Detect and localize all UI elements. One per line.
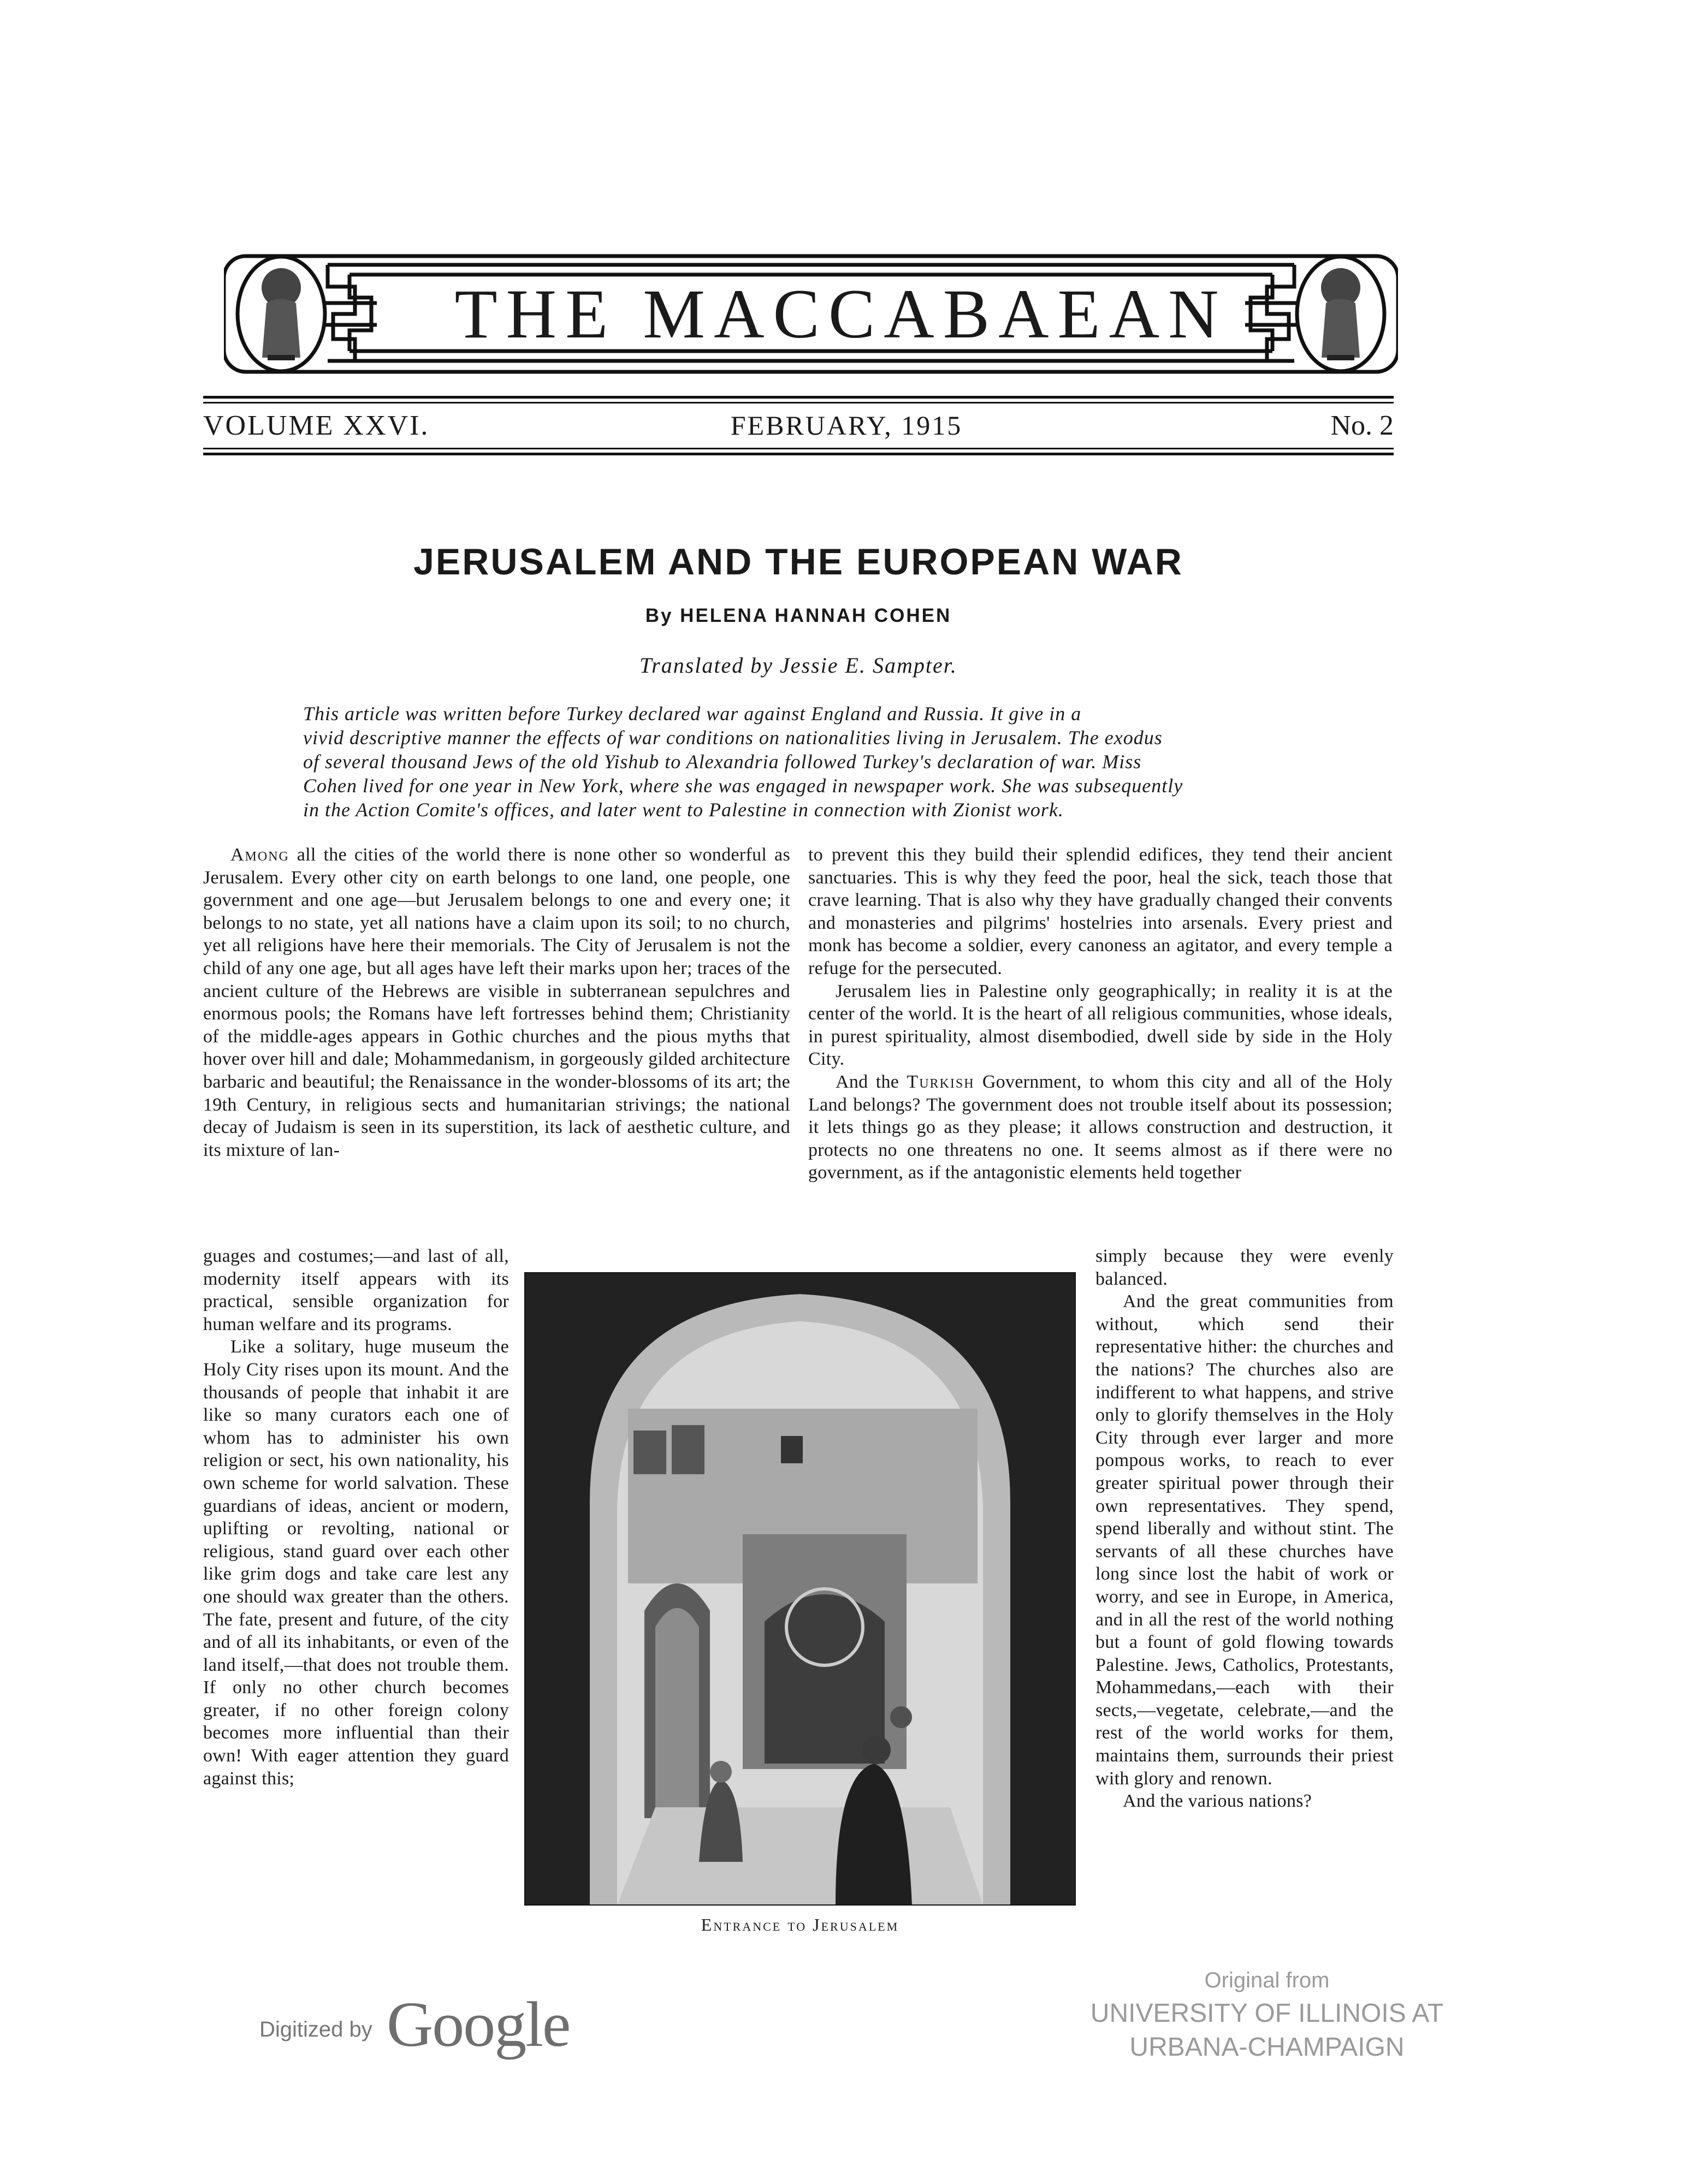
volume-label: VOLUME XXVI. bbox=[203, 410, 430, 441]
intro-line: in the Action Comite's offices, and later went to Palestine in connection with Zionist work. bbox=[303, 799, 1064, 821]
article-intro bbox=[303, 702, 1294, 822]
paragraph bbox=[203, 844, 790, 1161]
paragraph: Like a solitary, huge museum the Holy City rises upon its mount. And the thousands of people that inhabit it are like so many curators each one of whom has to administer his own religion or sect, his own nationality, his own scheme for world salvation. These guardians of ideas, ancient or modern, uplifting or revolting, national or religious, stand guard over each other like grim dogs and take care lest any one should wax greater than the others. The fate, present and future, of the city and of all its inhabitants, or even of the land itself,—that does not trouble them. If only no other church becomes greater, if no other foreign colony becomes more influential than their own! With eager attention they guard against this; bbox=[203, 1337, 509, 1789]
intro-line: This article was written before Turkey declared war against England and Russia. It give in a bbox=[303, 703, 1082, 725]
lead-word: Among bbox=[230, 845, 289, 865]
paragraph: Jerusalem lies in Palestine only geographically; in reality it is at the center of the world. It is the heart of all religious communities, whose ideals, in purest spirituality, almost disembodied, dwell side by side in the Holy City. bbox=[808, 981, 1393, 1070]
paragraph-text: Government, to whom this city and all of the Holy Land belongs? The government does not trouble itself about its possession; it lets things go as they please; it allows construction and destruction, it protects no one threatens no one. It seems almost as if there were no government, as if the antagonistic elements held together bbox=[808, 1071, 1393, 1183]
digitized-by-label: Digitized by bbox=[259, 2017, 372, 2041]
left-column-top bbox=[203, 844, 790, 1161]
lion-emblem-left-icon bbox=[238, 257, 325, 371]
paragraph bbox=[808, 1071, 1393, 1184]
masthead-title: THE MACCABAEAN bbox=[454, 275, 1228, 353]
institution-line: URBANA-CHAMPAIGN bbox=[1129, 2033, 1405, 2062]
lion-emblem-right-icon bbox=[1297, 257, 1384, 371]
original-from-label: Original from bbox=[1204, 1968, 1330, 1992]
article-translator: Translated by Jessie E. Sampter. bbox=[639, 653, 957, 678]
issue-date: FEBRUARY, 1915 bbox=[730, 410, 963, 441]
right-column-narrow bbox=[1095, 1245, 1394, 1813]
small-caps-word: Turkish bbox=[907, 1071, 975, 1092]
paragraph-text: And the bbox=[836, 1071, 899, 1092]
intro-line: vivid descriptive manner the effects of war conditions on nationalities living in Jerusalem. The exodus bbox=[303, 727, 1163, 749]
rule-top bbox=[203, 396, 1394, 399]
article-byline: By HELENA HANNAH COHEN bbox=[645, 605, 952, 626]
institution-line: UNIVERSITY OF ILLINOIS AT bbox=[1090, 1999, 1444, 2028]
paragraph: guages and costumes;—and last of all, modernity itself appears with its practical, sensible organization for human welfare and its programs. bbox=[203, 1246, 509, 1334]
entrance-photo bbox=[524, 1272, 1076, 1906]
photo-caption: Entrance to Jerusalem bbox=[701, 1915, 899, 1934]
intro-line: Cohen lived for one year in New York, where she was engaged in newspaper work. She was subsequently bbox=[303, 775, 1183, 797]
paragraph: And the various nations? bbox=[1123, 1791, 1312, 1812]
paragraph: simply because they were evenly balanced. bbox=[1095, 1246, 1394, 1289]
paragraph: And the great communities from without, which send their representative hither: the churches and the nations? The churches also are indifferent to what happens, and strive only to glorify themselves in the Holy City through ever larger and more pompous works, to reach to ever greater spiritual power through their own representatives. They spend, spend liberally and without stint. The servants of all these churches have long since lost the habit of work or worry, and see in Europe, in America, and in all the rest of the world nothing but a fount of gold flowing towards Palestine. Jews, Catholics, Protestants, Mohammedans,—each with their sects,—vegetate, celebrate,—and the rest of the world works for them, maintains them, surrounds their priest with glory and renown. bbox=[1095, 1291, 1394, 1789]
left-column-narrow bbox=[203, 1245, 509, 1790]
article-headline: JERUSALEM AND THE EUROPEAN WAR bbox=[413, 541, 1183, 583]
paragraph: to prevent this they build their splendid edifices, they tend their ancient sanctuaries. This is why they feed the poor, heal the sick, teach those that crave learning. That is also why they have gradually changed their convents and monasteries and pilgrims' hostelries into arsenals. Every priest and monk has become a soldier, every canoness an agitator, and every temple a refuge for the persecuted. bbox=[808, 845, 1393, 978]
rule-top-thin bbox=[203, 402, 1394, 403]
issue-number: No. 2 bbox=[1330, 410, 1394, 441]
paragraph-text: all the cities of the world there is none other so wonderful as Jerusalem. Every other city on earth belongs to one land, one people, one government and one age—but Jerusalem belongs to one and every one; it belongs to no state, yet all nations have a claim upon its soil; to no church, yet all religions have here their memorials. The City of Jerusalem is not the child of any one age, but all ages have left their marks upon her; traces of the ancient culture of the Hebrews are visible in subterranean sepulchres and enormous pools; the Romans have left fortresses behind them; Christianity of the middle-ages appears in Gothic churches and the pious myths that hover over hill and dale; Mohammedanism, in gorgeously gilded architecture barbaric and beautiful; the Renaissance in the wonder-blossoms of its art; the 19th Century, in religious sects and humanitarian strivings; the national decay of Judaism is seen in its superstition, its lack of aesthetic culture, and its mixture of lan- bbox=[203, 845, 790, 1160]
google-logo: Google bbox=[387, 1989, 570, 2060]
right-column-top bbox=[808, 844, 1393, 1184]
intro-line: of several thousand Jews of the old Yishub to Alexandria followed Turkey's declaration of war. Miss bbox=[303, 751, 1142, 773]
rule-bottom bbox=[203, 453, 1394, 455]
rule-bottom-thin bbox=[203, 448, 1394, 449]
